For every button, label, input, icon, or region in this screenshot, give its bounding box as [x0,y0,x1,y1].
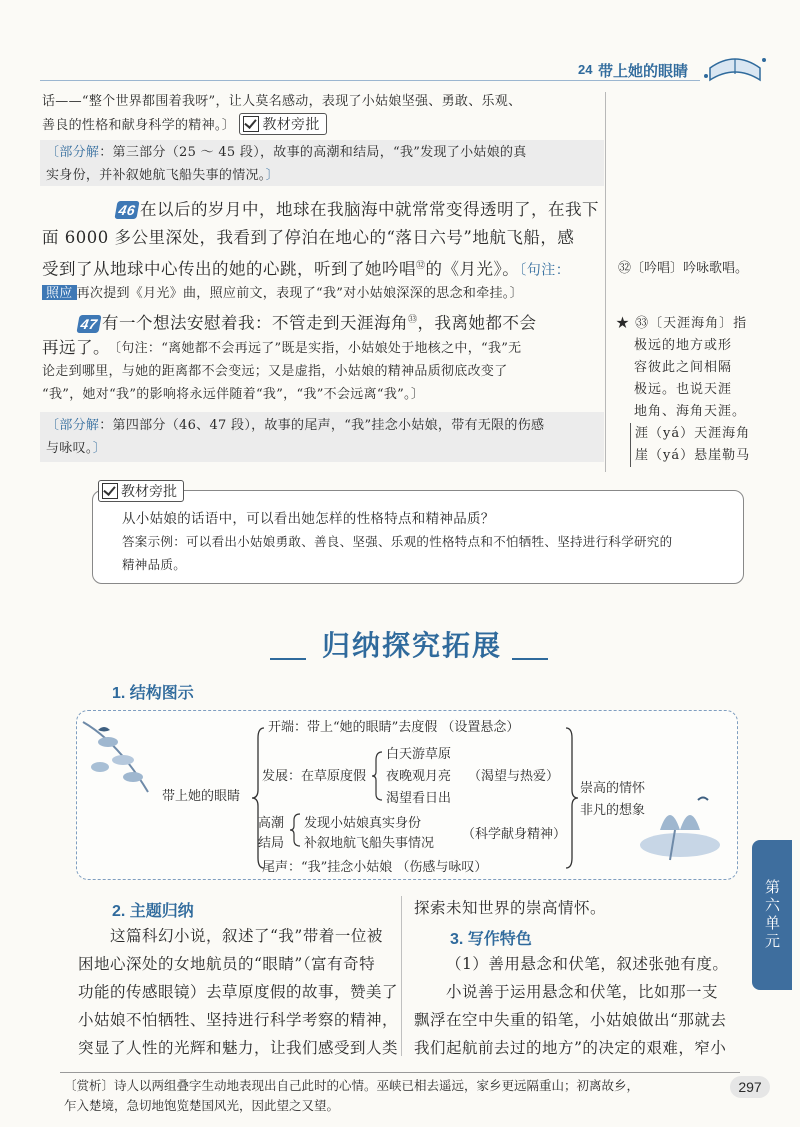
textbook-answer1: 答案示例：可以看出小姑娘勇敢、善良、坚强、乐观的性格特点和不怕牺牲、坚持进行科学研究的 [122,534,673,549]
structure-f3: 渴望看日出 [386,791,452,806]
theme-l1: 这篇科幻小说，叙述了“我”带着一位被 [110,927,383,945]
structure-f2: 夜晚观月亮 [386,769,452,784]
footer-l2: 乍入楚境，急切地饱览楚国风光，因此望之又望。 [64,1098,340,1113]
structure-g1: 发现小姑娘真实身份 [304,816,422,831]
structure-r2: 非凡的想象 [580,803,646,818]
section3-analysis-label: 〔部分解 [46,145,100,160]
p47-annot1: 〔句注：“离她都不会再远了”既是实指，小姑娘处于地核之中，“我”无 [108,341,522,356]
footer-l1: 〔赏析〕诗人以两组叠字生动地表现出自己此时的心情。巫峡已相去遥远，家乡更远隔重山；初离故乡， [64,1078,640,1093]
side-note-33-l5: 地角、海角天涯。 [634,404,747,419]
p46-annotation [42,281,607,305]
structure-f1: 白天游草原 [386,747,452,762]
note-ref-32: ㉜ [416,261,426,271]
writing-cont: 探索未知世界的崇高情怀。 [414,899,607,917]
structure-kaiduan: 开端：带上“她的眼睛”去度假 （设置悬念） [268,720,520,735]
section3-analysis [46,141,602,187]
paragraph-number-46: 46 [114,201,139,219]
p46-line1: 46 在以后的岁月中，地球在我脑海中就常常变得透明了，在我下 [116,196,608,224]
textbook-note-badge [239,113,326,135]
theme-l3: 功能的传感眼镜）去草原度假的故事，赞美了 [78,983,399,1001]
lesson-title: 带上她的眼睛 [598,63,689,80]
page-number: 297 [730,1076,770,1098]
p46-line2: 面 6000 多公里深处，我看到了停泊在地心的“落日六号”地航飞船，感 [42,228,575,247]
section3-analysis-line2: 实身份，并补叙她航飞船失事的情况。〕 [46,168,279,183]
structure-fazhan: 发展：在草原度假 [262,769,367,784]
paragraph-number-47: 47 [76,315,101,333]
textbook-question: 从小姑娘的话语中，可以看出她怎样的性格特点和精神品质？ [122,511,495,526]
zhaoying-tag: 照应 [42,285,77,300]
book-ornament-icon [700,48,770,88]
footer-note [64,1076,724,1116]
theme-l4: 小姑娘不怕牺牲、坚持进行科学考察的精神， [78,1011,399,1029]
p47-line2: 再远了。 [42,338,110,357]
structure-g2: 补叙地航飞船失事情况 [304,836,435,851]
side-note-33-l3: 容彼此之间相隔 [634,360,733,375]
textbook-box-badge [98,480,184,502]
structure-g-note: （科学献身精神） [462,827,567,842]
writing-heading: 3. 写作特色 [450,931,532,948]
structure-f-note: （渴望与热爱） [468,769,560,784]
side-note-33-l2: 极远的地方或形 [634,338,733,353]
theme-l5: 突显了人性的光辉和魅力，让我们感受到人类 [78,1039,399,1057]
check-icon [102,483,118,499]
p47-annot2: 论走到哪里，与她的距离都不会变远；又是虚指，小姑娘的精神品质彻底改变了 [42,364,508,379]
theme-heading: 2. 主题归纳 [112,903,194,920]
para-top-bracket: 〕 [221,118,236,133]
textbook-note-badge-label: 教材旁批 [262,116,320,132]
section4-analysis-line2: 与咏叹。〕 [46,441,107,456]
writing-l3: 飘浮在空中失重的铅笔，小姑娘做出“那就去 [414,1011,727,1029]
structure-heading: 1. 结构图示 [112,685,194,702]
para-top [42,90,602,137]
side-note-33-l4: 极远。也说天涯 [634,382,733,397]
side-note-33 [616,313,791,467]
check-icon [243,116,259,132]
footer-divider [60,1072,740,1073]
section4-analysis-label: 〔部分解 [46,418,100,433]
side-note-33-head: ★ ㉝〔天涯海角〕指 [616,316,748,331]
side-note-33-l7: 崖（yá）悬崖勒马 [630,445,791,467]
textbook-answer2: 精神品质。 [122,557,187,572]
para-top-line2-text: 善良的性格和献身科学的精神。 [42,118,222,133]
note-ref-33: ㉝ [408,315,418,325]
p46-line3: 受到了从地球中心传出的她的心跳，听到了她吟唱$^㉜$的《月光》。〔句注： [42,259,571,279]
p46-body [42,224,607,285]
writing-body [414,950,749,1062]
writing-l2: 小说善于运用悬念和伏笔，比如那一支 [446,983,719,1001]
column-divider [401,896,402,1056]
theme-l2: 困地心深处的女地航员的“眼睛”（富有奇特 [78,955,376,973]
p46-annot-text: 再次提到《月光》曲，照应前文，表现了“我”对小姑娘深深的思念和牵挂。〕 [76,286,523,301]
section-title-line-left [270,658,306,660]
side-note-32: ㉜〔吟唱〕吟咏歌唱。 [618,261,749,276]
p46-annot-open: 〔句注： [519,262,571,279]
unit-tab: 第六单元 [752,840,792,990]
paragraph-47: 47 有一个想法安慰着我：不管走到天涯海角$^㉝$，我离她都不会 [78,306,608,338]
section4-analysis-line1: 〔部分解：第四部分（46、47 段），故事的尾声，“我”挂念小姑娘，带有无限的伤感 [46,418,545,433]
textbook-box-badge-label: 教材旁批 [121,483,177,499]
side-note-33-l6: 涯（yá）天涯海角 [630,423,791,445]
section-title: 归纳探究拓展 [322,629,503,662]
textbook-box-badge-inner [98,480,184,502]
section4-analysis [46,414,602,460]
header-divider [40,80,700,81]
section3-analysis-line1: 〔部分解：第三部分（25 ～ 45 段），故事的高潮和结局，“我”发现了小姑娘的真 [46,145,527,160]
paragraph-46 [78,196,608,224]
para-top-line2 [42,113,602,137]
lesson-number: 24 [578,62,593,77]
p47-annotation-rest [42,360,607,406]
section-title-line-right [512,658,548,660]
writing-l1: （1）善用悬念和伏笔，叙述张弛有度。 [446,955,729,973]
structure-root: 带上她的眼睛 [162,789,241,804]
para-top-line1: 话——“整个世界都围着我呀”，让人莫名感动，表现了小姑娘坚强、勇敢、乐观、 [42,94,522,109]
structure-r1: 崇高的情怀 [580,781,646,796]
writing-l4: 我们起航前去过的地方”的决定的艰难，窄小 [414,1039,727,1057]
p47-annot3: “我”，她对“我”的影响将永远伴随着“我”，“我”不会远离“我”。〕 [42,387,425,402]
structure-jieju: 结局 [258,836,285,851]
structure-weisheng: 尾声：“我”挂念小姑娘 （伤感与咏叹） [262,860,488,875]
theme-body [78,922,398,1062]
structure-gaochao: 高潮 [258,816,285,831]
